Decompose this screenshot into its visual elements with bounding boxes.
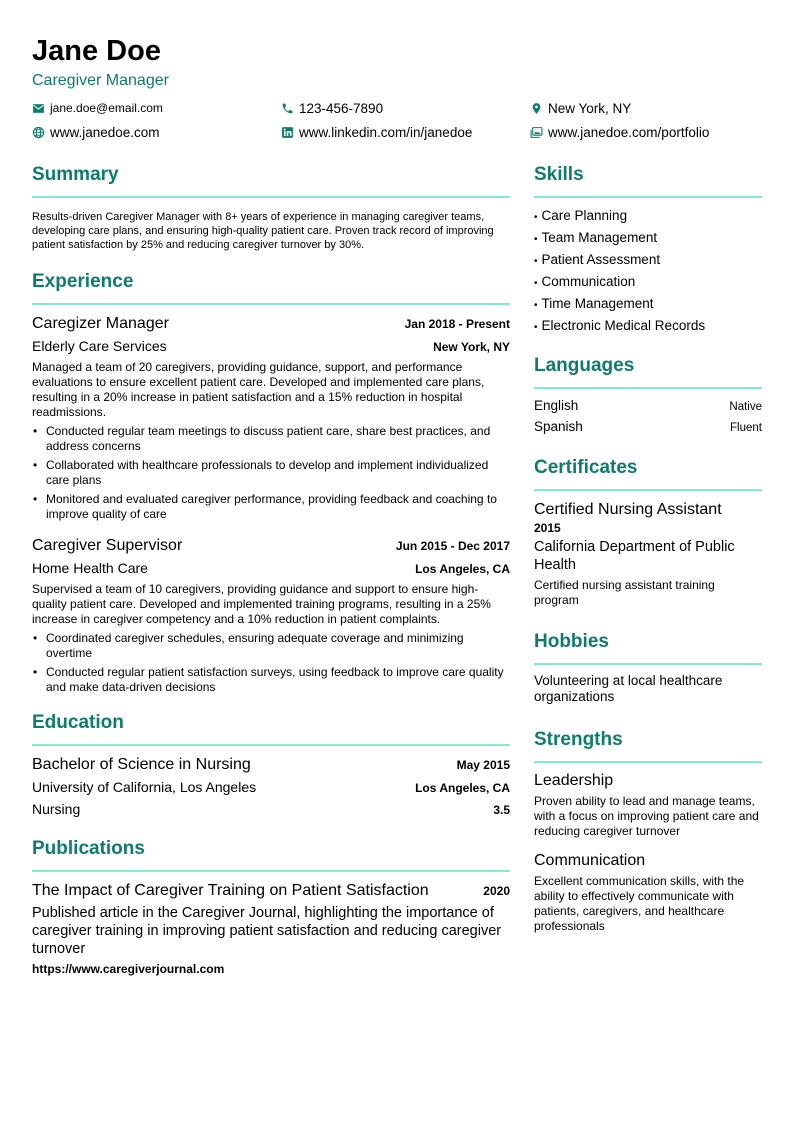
language-level: Fluent	[730, 422, 762, 434]
section-divider	[534, 761, 762, 763]
list-item: • Electronic Medical Records	[534, 318, 706, 333]
job-company: Home Health Care	[32, 560, 148, 576]
experience-section	[32, 270, 510, 695]
contact-info	[32, 100, 762, 141]
resume-page	[32, 34, 762, 976]
languages-section	[534, 354, 762, 438]
section-divider	[534, 663, 762, 665]
publication-link[interactable]: https://www.caregiverjournal.com	[32, 962, 225, 976]
portfolio-icon	[530, 126, 543, 139]
publications-heading: Publications	[32, 838, 145, 859]
certificate-issuer: California Department of Public Health	[534, 539, 735, 573]
certificate-description: Certified nursing assistant training program	[534, 578, 715, 607]
language-name: English	[534, 398, 579, 413]
list-item: • Communication	[534, 274, 636, 289]
skills-list	[534, 206, 762, 338]
job-entry	[32, 314, 510, 522]
hobbies-section	[534, 630, 762, 705]
list-item: • Monitored and evaluated caregiver performance, providing feedback and coaching to improve quality of care	[32, 492, 510, 522]
list-item: • Time Management	[534, 296, 654, 311]
certificate-name: Certified Nursing Assistant	[534, 501, 722, 518]
contact-portfolio[interactable]	[530, 124, 762, 141]
strength-entry	[534, 771, 762, 839]
language-level: Native	[729, 401, 762, 413]
education-heading: Education	[32, 712, 124, 733]
school-name: University of California, Los Angeles	[32, 779, 257, 795]
strengths-section	[534, 728, 762, 934]
list-item: • Patient Assessment	[534, 252, 661, 267]
languages-heading: Languages	[534, 355, 635, 376]
skills-heading: Skills	[534, 164, 584, 185]
strength-entry	[534, 851, 762, 934]
graduation-date: May 2015	[456, 758, 510, 772]
job-company: Elderly Care Services	[32, 338, 167, 354]
section-divider	[32, 303, 510, 305]
publications-section	[32, 837, 510, 976]
contact-portfolio-text: www.janedoe.com/portfolio	[548, 125, 710, 140]
certificate-year: 2015	[534, 521, 561, 535]
resume-header	[32, 34, 762, 91]
summary-text: Results-driven Caregiver Manager with 8+ years of experience in managing caregiver teams, developing care plans, and ensuring high-quality patient care. Proven track record of improving patient satisfaction by 25% and reducing caregiver turnover by 30%.	[32, 211, 494, 251]
education-section	[32, 711, 510, 819]
mail-icon	[32, 102, 45, 115]
section-divider	[32, 196, 510, 198]
left-column	[32, 163, 510, 976]
contact-location-text: New York, NY	[548, 101, 632, 116]
summary-heading: Summary	[32, 164, 119, 185]
phone-icon	[281, 102, 294, 115]
job-bullets	[32, 631, 510, 695]
language-row	[534, 417, 762, 438]
strength-title: Leadership	[534, 772, 614, 789]
contact-website-text: www.janedoe.com	[50, 125, 160, 140]
section-divider	[32, 744, 510, 746]
contact-phone[interactable]	[281, 100, 530, 117]
degree-name: Bachelor of Science in Nursing	[32, 756, 251, 773]
section-divider	[534, 489, 762, 491]
publication-description: Published article in the Caregiver Journal, highlighting the importance of caregiver training in improving patient satisfaction and reducing caregiver turnover	[32, 905, 502, 957]
job-location: Los Angeles, CA	[415, 562, 510, 576]
certificates-heading: Certificates	[534, 457, 638, 478]
job-date: Jun 2015 - Dec 2017	[395, 539, 510, 553]
gpa-value: 3.5	[493, 803, 510, 817]
hobbies-heading: Hobbies	[534, 631, 609, 652]
language-name: Spanish	[534, 419, 583, 434]
list-item: • Team Management	[534, 230, 658, 245]
strength-description: Excellent communication skills, with the ability to effectively communicate with patients, caregivers, and healthcare professionals	[534, 874, 745, 933]
contact-email-text: jane.doe@email.com	[50, 101, 163, 115]
job-bullets	[32, 424, 510, 522]
list-item: • Coordinated caregiver schedules, ensuring adequate coverage and minimizing overtime	[32, 631, 510, 661]
contact-linkedin-text: www.linkedin.com/in/janedoe	[299, 125, 473, 140]
strength-title: Communication	[534, 852, 646, 869]
location-pin-icon	[530, 102, 543, 115]
right-column	[534, 163, 762, 976]
hobby-text: Volunteering at local healthcare organizations	[534, 673, 723, 704]
certificates-section	[534, 456, 762, 608]
candidate-name: Jane Doe	[32, 35, 161, 67]
job-location: New York, NY	[433, 340, 510, 354]
school-location: Los Angeles, CA	[415, 781, 510, 795]
contact-email[interactable]	[32, 100, 281, 117]
job-title: Caregiver Supervisor	[32, 537, 183, 554]
contact-website[interactable]	[32, 124, 281, 141]
job-description: Managed a team of 20 caregivers, providing guidance, support, and performance evaluations to ensure excellent patient care. Developed and implemented care plans, resulting in a 20% increase in patient satisfaction and a 15% reduction in hospital readmissions.	[32, 360, 485, 419]
contact-location	[530, 100, 762, 117]
section-divider	[534, 387, 762, 389]
skills-section	[534, 163, 762, 338]
globe-icon	[32, 126, 45, 139]
list-item: • Care Planning	[534, 208, 628, 223]
linkedin-icon	[281, 126, 294, 139]
job-entry	[32, 536, 510, 695]
strengths-heading: Strengths	[534, 729, 623, 750]
job-description: Supervised a team of 10 caregivers, providing guidance and support to ensure high-quality patient care. Developed and implemented training programs, resulting in a 25% increase in caregiver competency and a 10% reduction in patient complaints.	[32, 582, 491, 626]
strength-description: Proven ability to lead and manage teams, with a focus on improving patient care and reducing caregiver turnover	[534, 794, 759, 838]
contact-phone-text: 123-456-7890	[299, 101, 384, 116]
publication-title: The Impact of Caregiver Training on Patient Satisfaction	[32, 882, 429, 899]
job-date: Jan 2018 - Present	[404, 317, 510, 331]
language-row	[534, 396, 762, 417]
publication-year: 2020	[483, 884, 510, 898]
job-title: Caregizer Manager	[32, 315, 169, 332]
list-item: • Collaborated with healthcare professionals to develop and implement individualized care plans	[32, 458, 510, 488]
experience-heading: Experience	[32, 271, 134, 292]
resume-body	[32, 163, 762, 976]
field-of-study: Nursing	[32, 801, 81, 817]
section-divider	[32, 870, 510, 872]
contact-linkedin[interactable]	[281, 124, 530, 141]
summary-section	[32, 163, 510, 252]
list-item: • Conducted regular patient satisfaction surveys, using feedback to improve care quality and make data-driven decisions	[32, 665, 510, 695]
candidate-title: Caregiver Manager	[32, 72, 169, 89]
list-item: • Conducted regular team meetings to discuss patient care, share best practices, and address concerns	[32, 424, 510, 454]
section-divider	[534, 196, 762, 198]
